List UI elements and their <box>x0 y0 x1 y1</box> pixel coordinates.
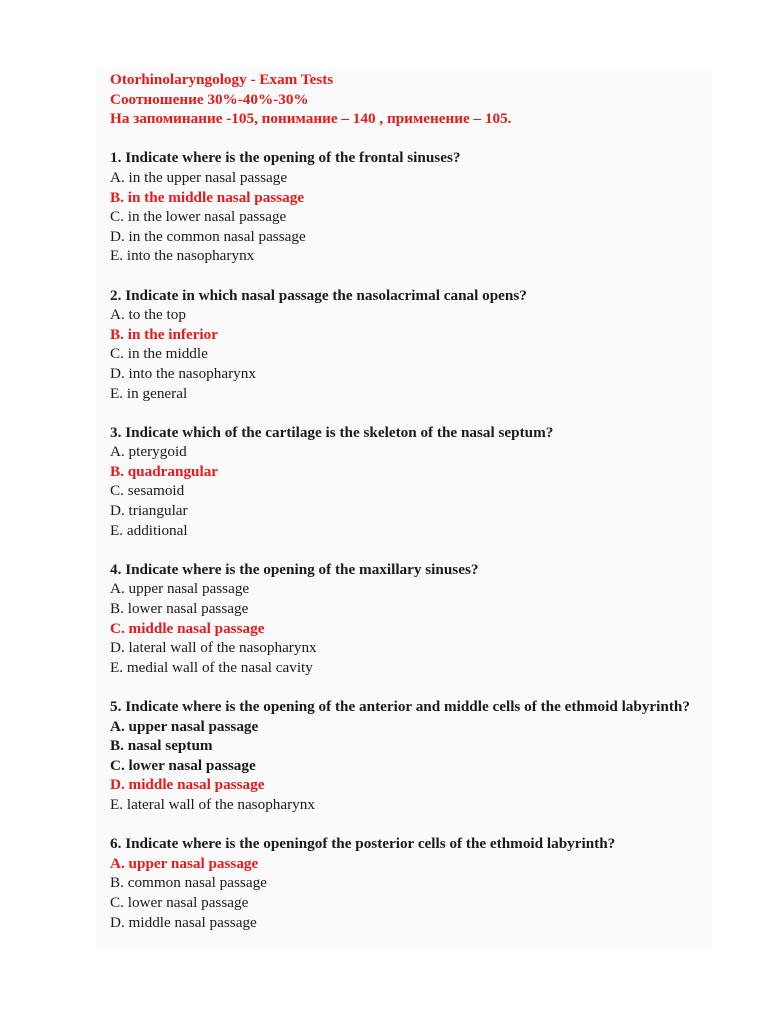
question-3: 3. Indicate which of the cartilage is the skeleton of the nasal septum? <box>110 423 554 441</box>
q4-option-b: B. lower nasal passage <box>110 600 249 618</box>
q4-option-a: A. upper nasal passage <box>110 580 250 598</box>
q5-option-e: E. lateral wall of the nasopharynx <box>110 795 315 813</box>
q3-option-b-correct: B. quadrangular <box>110 462 219 480</box>
q1-option-c: C. in the lower nasal passage <box>110 208 287 226</box>
q2-option-a: A. to the top <box>110 306 186 324</box>
q4-option-e: E. medial wall of the nasal cavity <box>110 658 313 676</box>
question-6: 6. Indicate where is the openingof the posterior cells of the ethmoid labyrinth? <box>110 835 616 853</box>
q1-option-a: A. in the upper nasal passage <box>110 168 288 186</box>
q2-option-d: D. into the nasopharynx <box>110 364 256 382</box>
q2-option-e: E. in general <box>110 384 188 402</box>
q5-option-b: B. nasal septum <box>110 737 213 755</box>
document-page <box>96 68 712 950</box>
question-1: 1. Indicate where is the opening of the frontal sinuses? <box>110 149 461 167</box>
q5-option-a: A. upper nasal passage <box>110 717 259 735</box>
q6-option-c: C. lower nasal passage <box>110 893 249 911</box>
q5-option-d-correct: D. middle nasal passage <box>110 776 265 794</box>
question-4: 4. Indicate where is the opening of the maxillary sinuses? <box>110 560 479 578</box>
q1-option-e: E. into the nasopharynx <box>110 247 255 265</box>
question-5: 5. Indicate where is the opening of the anterior and middle cells of the ethmoid labyrinth? <box>110 698 690 715</box>
q4-option-d: D. lateral wall of the nasopharynx <box>110 639 317 657</box>
doc-ratio: Соотношение 30%-40%-30% <box>110 90 309 108</box>
q1-option-d: D. in the common nasal passage <box>110 227 306 245</box>
q3-option-d: D. triangular <box>110 502 188 520</box>
q4-option-c-correct: C. middle nasal passage <box>110 619 265 637</box>
q3-option-a: A. pterygoid <box>110 443 187 461</box>
q5-option-c: C. lower nasal passage <box>110 756 256 774</box>
q3-option-c: C. sesamoid <box>110 482 185 500</box>
q6-option-a-correct: A. upper nasal passage <box>110 854 259 872</box>
q6-option-d: D. middle nasal passage <box>110 913 257 931</box>
doc-title: Otorhinolaryngology - Exam Tests <box>110 71 334 88</box>
q1-option-b-correct: B. in the middle nasal passage <box>110 188 305 206</box>
q2-option-c: C. in the middle <box>110 345 208 363</box>
q3-option-e: E. additional <box>110 521 188 539</box>
document-content <box>110 70 710 932</box>
q2-option-b-correct: B. in the inferior <box>110 325 218 343</box>
doc-breakdown: На запоминание -105, понимание – 140 , применение – 105. <box>110 110 512 128</box>
q6-option-b: B. common nasal passage <box>110 874 267 892</box>
question-2: 2. Indicate in which nasal passage the nasolacrimal canal opens? <box>110 286 527 304</box>
